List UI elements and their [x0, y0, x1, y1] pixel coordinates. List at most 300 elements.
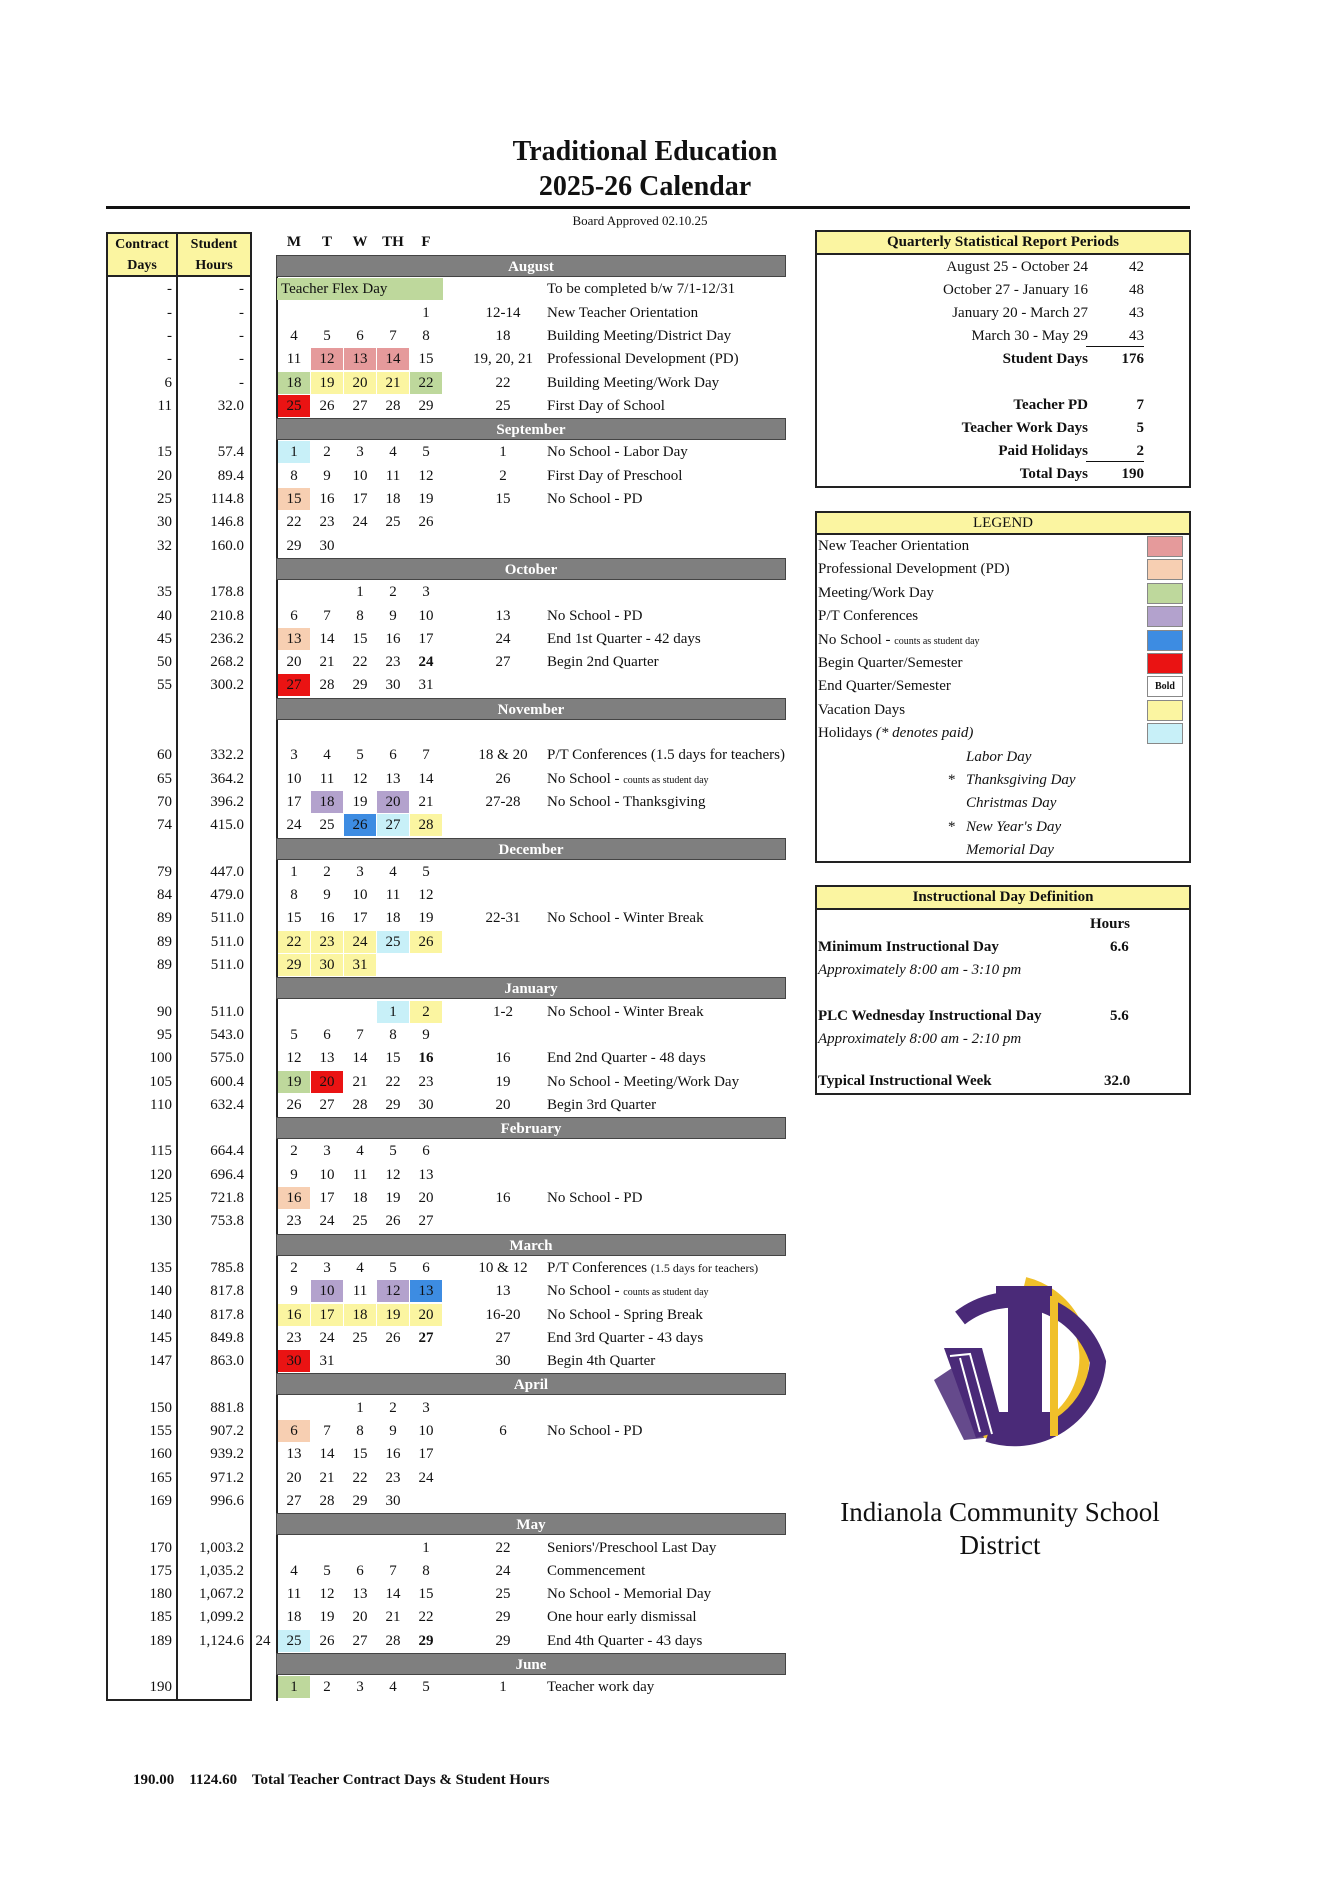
day-cell: 19 [352, 794, 368, 810]
contract-days-value: 190 [149, 1679, 172, 1695]
day-cell: 9 [323, 468, 331, 484]
day-cell: 6 [356, 328, 364, 344]
event-date: 27 [495, 1330, 511, 1346]
day-cell: 29 [385, 1097, 401, 1113]
day-cell: 23 [385, 1470, 401, 1486]
student-hours-value: 1,035.2 [199, 1563, 244, 1579]
day-cell: 10 [418, 1423, 434, 1439]
day-cell: 10 [311, 1280, 343, 1302]
event-description [547, 1606, 697, 1629]
student-hours-value: 664.4 [210, 1143, 244, 1159]
event-text: Building Meeting/Work Day [547, 375, 720, 391]
day-cell: 15 [286, 910, 302, 926]
day-cell: 24 [286, 817, 302, 833]
district-name: Indianola Community School District [840, 1497, 1160, 1560]
day-cell: 19 [319, 1609, 335, 1625]
quarterly-row-label: October 27 - January 16 [943, 282, 1088, 298]
day-cell: 7 [323, 608, 331, 624]
contract-days-value: 145 [149, 1330, 172, 1346]
event-text: Commencement [547, 1563, 646, 1579]
contract-days-value: 50 [157, 654, 172, 670]
quarterly-row-label: Total Days [1019, 466, 1088, 482]
quarterly-row-label: Teacher Work Days [961, 420, 1088, 436]
day-cell: 20 [352, 1609, 368, 1625]
day-cell: 18 [385, 491, 401, 507]
legend-item-label [818, 699, 905, 722]
event-description [547, 1001, 704, 1024]
legend-item-label [818, 558, 1010, 581]
quarterly-row-value: 2 [1086, 440, 1144, 462]
day-cell: 31 [319, 1353, 335, 1369]
month-header: April [276, 1373, 786, 1395]
event-description [547, 1583, 711, 1606]
event-description [547, 651, 659, 674]
day-cell: 30 [319, 538, 335, 554]
month-header: November [276, 698, 786, 720]
day-cell: 6 [389, 747, 397, 763]
day-cell: 12 [311, 348, 343, 370]
day-cell: 7 [356, 1027, 364, 1043]
title-rule [106, 206, 1190, 209]
day-cell: 4 [356, 1143, 364, 1159]
day-cell: 21 [377, 372, 409, 394]
student-hours-value: 57.4 [217, 444, 244, 460]
day-cell: 26 [418, 514, 434, 530]
student-hours-value: 785.8 [210, 1260, 244, 1276]
day-cell: 13 [344, 348, 376, 370]
event-date: 2 [499, 468, 507, 484]
day-cell: 11 [352, 1283, 368, 1299]
day-cell: 19 [278, 1071, 310, 1093]
event-description [547, 278, 735, 301]
contract-days-value: 150 [149, 1400, 172, 1416]
day-cell: 13 [352, 1586, 368, 1602]
day-cell: 1 [290, 864, 298, 880]
day-cell: 27 [418, 1330, 434, 1346]
day-cell: 2 [290, 1143, 298, 1159]
day-cell: 13 [410, 1280, 442, 1302]
instructional-day-box [815, 885, 1191, 1095]
contract-days-value: 147 [149, 1353, 172, 1369]
day-cell: 25 [352, 1213, 368, 1229]
student-hours-value: 817.8 [210, 1307, 244, 1323]
day-cell: 5 [422, 864, 430, 880]
day-cell: 17 [352, 491, 368, 507]
event-description [547, 1350, 655, 1373]
quarterly-row-value: 48 [1129, 282, 1144, 298]
event-description [547, 441, 688, 464]
day-cell: 9 [290, 1167, 298, 1183]
event-description [547, 1327, 703, 1350]
day-cell: 21 [352, 1074, 368, 1090]
day-cell: 26 [319, 1633, 335, 1649]
event-description [547, 1420, 642, 1443]
contract-days-value: 95 [157, 1027, 172, 1043]
event-description [547, 372, 719, 395]
day-cell: 3 [356, 1679, 364, 1695]
dow-header-t: T [321, 234, 332, 250]
day-cell: 15 [278, 488, 310, 510]
event-text: No School - Winter Break [547, 1004, 704, 1020]
day-cell: 15 [385, 1050, 401, 1066]
plc-day-time: Approximately 8:00 am - 2:10 pm [818, 1031, 1022, 1047]
contract-days-value: 180 [149, 1586, 172, 1602]
legend-item-label [818, 722, 973, 745]
day-cell: 15 [352, 1446, 368, 1462]
student-hours-value: 236.2 [210, 631, 244, 647]
day-cell: 27 [319, 1097, 335, 1113]
day-cell: 3 [422, 584, 430, 600]
month-header: August [276, 255, 786, 277]
contract-days-value: 115 [150, 1143, 172, 1159]
contract-days-value: 165 [149, 1470, 172, 1486]
event-date: 19 [495, 1074, 511, 1090]
month-header: June [276, 1653, 786, 1675]
day-cell: 17 [418, 1446, 434, 1462]
month-header: December [276, 838, 786, 860]
student-hours-value: 210.8 [210, 608, 244, 624]
calendar-week-row [0, 1094, 1320, 1117]
event-text: P/T Conferences [547, 1260, 651, 1276]
day-cell: 1 [356, 1400, 364, 1416]
day-cell: 29 [418, 398, 434, 414]
quarterly-row-value [1100, 371, 1144, 394]
board-approved-note: Board Approved 02.10.25 [572, 213, 708, 228]
event-description [547, 325, 731, 348]
day-cell: 21 [385, 1609, 401, 1625]
contract-days-value: 32 [157, 538, 172, 554]
day-cell: 13 [286, 1446, 302, 1462]
day-cell: 11 [286, 351, 302, 367]
total-days: 190.00 [133, 1772, 175, 1788]
min-day-time: Approximately 8:00 am - 3:10 pm [818, 962, 1022, 978]
day-cell: 28 [319, 1493, 335, 1509]
day-cell: 22 [278, 931, 310, 953]
event-date: 26 [495, 771, 511, 787]
day-cell: 22 [418, 1609, 434, 1625]
day-cell: 27 [377, 814, 409, 836]
legend-item-label [818, 629, 980, 652]
dow-header-f: F [421, 234, 431, 250]
event-text: No School - PD [547, 1190, 643, 1206]
legend-swatch [1147, 723, 1183, 744]
day-cell: 3 [422, 1400, 430, 1416]
day-cell: 24 [319, 1213, 335, 1229]
event-description [547, 605, 642, 628]
day-cell: 25 [352, 1330, 368, 1346]
day-cell: 16 [278, 1304, 310, 1326]
event-text: No School - Meeting/Work Day [547, 1074, 740, 1090]
day-cell: 20 [377, 791, 409, 813]
day-cell: 4 [389, 444, 397, 460]
student-hours-value: - [239, 351, 244, 367]
quarterly-row-label: Paid Holidays [998, 443, 1088, 459]
quarterly-row-value: 43 [1129, 305, 1144, 321]
contract-days-value: 185 [149, 1609, 172, 1625]
day-cell: 9 [389, 608, 397, 624]
event-description [547, 744, 785, 767]
day-cell: 1 [422, 305, 430, 321]
event-text: End 2nd Quarter - 48 days [547, 1050, 706, 1066]
day-cell: 6 [356, 1563, 364, 1579]
day-cell: 5 [356, 747, 364, 763]
day-cell: 16 [319, 910, 335, 926]
day-cell: 12 [286, 1050, 302, 1066]
day-cell: 19 [311, 372, 343, 394]
quarterly-row-value: 5 [1136, 420, 1144, 436]
day-cell: 17 [286, 794, 302, 810]
event-text: P/T Conferences (1.5 days for teachers) [547, 747, 785, 763]
day-cell: 29 [286, 538, 302, 554]
legend-item-note: (* denotes paid) [875, 725, 974, 741]
event-text: To be completed b/w 7/1-12/31 [547, 281, 736, 297]
student-hours-value: 849.8 [210, 1330, 244, 1346]
event-description [547, 395, 665, 418]
dow-header-m: M [286, 234, 302, 250]
day-cell: 23 [286, 1213, 302, 1229]
legend-item-label [818, 652, 963, 675]
event-text: No School - [547, 1283, 624, 1299]
day-cell: 27 [418, 1213, 434, 1229]
day-cell: 3 [356, 444, 364, 460]
holiday-star: * [948, 819, 956, 835]
event-text: Begin 4th Quarter [547, 1353, 656, 1369]
event-description [547, 348, 739, 371]
calendar-week-row [0, 1280, 1320, 1303]
event-date: 27-28 [485, 794, 521, 810]
event-description [547, 907, 704, 930]
day-cell: 6 [290, 608, 298, 624]
day-cell: 5 [389, 1260, 397, 1276]
day-cell: 14 [385, 1586, 401, 1602]
contract-days-value: 11 [157, 398, 172, 414]
day-cell: 12 [377, 1280, 409, 1302]
student-hours-value: 817.8 [210, 1283, 244, 1299]
event-note: (1.5 days for teachers) [650, 1261, 759, 1275]
day-cell: 28 [410, 814, 442, 836]
event-date: 13 [495, 608, 511, 624]
event-text: No School - Labor Day [547, 444, 688, 460]
event-text: Professional Development (PD) [547, 351, 739, 367]
student-hours-value: 146.8 [210, 514, 244, 530]
day-cell: 23 [311, 931, 343, 953]
quarterly-row-label: January 20 - March 27 [952, 305, 1088, 321]
calendar-week-row [0, 1350, 1320, 1373]
event-description [547, 1071, 739, 1094]
day-cell: 5 [290, 1027, 298, 1043]
legend-item-text: Begin Quarter/Semester [818, 655, 963, 671]
day-cell: 31 [418, 677, 434, 693]
day-cell: 2 [323, 864, 331, 880]
event-description [547, 1304, 703, 1327]
calendar-week-row [0, 1630, 1320, 1653]
event-date: 16 [495, 1050, 511, 1066]
day-cell: 6 [422, 1260, 430, 1276]
student-hours-value: 32.0 [217, 398, 244, 414]
holiday-name: Christmas Day [966, 795, 1057, 811]
day-cell: 1 [356, 584, 364, 600]
event-text: First Day of Preschool [547, 468, 683, 484]
day-cell: 25 [377, 931, 409, 953]
day-cell: 21 [319, 1470, 335, 1486]
day-cell: 12 [385, 1167, 401, 1183]
event-description [547, 1560, 645, 1583]
day-cell: 17 [418, 631, 434, 647]
event-description [547, 1257, 758, 1280]
contract-days-value: 110 [150, 1097, 172, 1113]
day-cell: 1 [377, 1001, 409, 1023]
student-hours-value: 511.0 [210, 910, 244, 926]
student-hours-value: 300.2 [210, 677, 244, 693]
day-cell: 26 [286, 1097, 302, 1113]
contract-days-value: 170 [149, 1540, 172, 1556]
day-cell: 23 [385, 654, 401, 670]
event-text: No School - Spring Break [547, 1307, 703, 1323]
day-cell: 10 [319, 1167, 335, 1183]
day-cell: 21 [418, 794, 434, 810]
day-cell: 8 [290, 468, 298, 484]
day-cell: 6 [323, 1027, 331, 1043]
day-cell: 2 [323, 1679, 331, 1695]
totals-footer [133, 1772, 549, 1789]
calendar-week-row [0, 1583, 1320, 1606]
min-day-value: 6.6 [1110, 939, 1129, 955]
day-cell: 22 [410, 372, 442, 394]
day-cell: 30 [418, 1097, 434, 1113]
event-date: 16-20 [485, 1307, 521, 1323]
student-hours-value: 907.2 [210, 1423, 244, 1439]
day-cell: 16 [319, 491, 335, 507]
calendar-week-row [0, 1187, 1320, 1210]
event-date: 25 [495, 398, 511, 414]
day-cell: 19 [385, 1190, 401, 1206]
event-date: 15 [495, 491, 511, 507]
month-header: May [276, 1513, 786, 1535]
total-hours: 1124.60 [189, 1772, 238, 1788]
day-cell: 8 [356, 1423, 364, 1439]
day-cell: 14 [352, 1050, 368, 1066]
quarterly-row-value: 190 [1121, 466, 1144, 482]
event-date: 12-14 [485, 305, 521, 321]
month-header: October [276, 558, 786, 580]
event-text: Seniors'/Preschool Last Day [547, 1540, 717, 1556]
student-hours-value: 1,003.2 [199, 1540, 244, 1556]
event-text: No School - PD [547, 1423, 643, 1439]
day-cell: 17 [311, 1304, 343, 1326]
contract-days-value: 105 [149, 1074, 172, 1090]
day-cell: 3 [290, 747, 298, 763]
event-description [547, 1537, 716, 1560]
contract-days-value: 89 [157, 910, 172, 926]
day-cell: 20 [286, 1470, 302, 1486]
contract-days-value: 70 [157, 794, 172, 810]
student-hours-value: 268.2 [210, 654, 244, 670]
legend-item-label [818, 582, 934, 605]
event-date: 20 [495, 1097, 511, 1113]
contract-days-value: - [167, 328, 172, 344]
event-date: 1 [499, 444, 507, 460]
contract-days-value: - [167, 281, 172, 297]
event-date: 22-31 [485, 910, 521, 926]
event-date: 27 [495, 654, 511, 670]
event-note: counts as student day [623, 1287, 709, 1298]
event-date: 19, 20, 21 [473, 351, 533, 367]
event-description [547, 628, 701, 651]
district-logo-icon [900, 1262, 1120, 1462]
legend-swatch: Bold [1147, 676, 1183, 697]
student-hours-value: 479.0 [210, 887, 244, 903]
day-cell: 1 [422, 1540, 430, 1556]
day-cell: 28 [352, 1097, 368, 1113]
event-date: 24 [495, 1563, 511, 1579]
calendar-week-row [0, 1327, 1320, 1350]
student-hours-value: 178.8 [210, 584, 244, 600]
instructional-day-title: Instructional Day Definition [815, 885, 1191, 910]
day-cell: 6 [278, 1420, 310, 1442]
day-cell: 16 [418, 1050, 434, 1066]
event-description [547, 768, 709, 792]
day-cell: 13 [385, 771, 401, 787]
contract-days-value: 100 [149, 1050, 172, 1066]
quarterly-row-value: 7 [1136, 397, 1144, 413]
event-date: 22 [495, 1540, 511, 1556]
contract-days-value: 140 [149, 1307, 172, 1323]
event-text: End 3rd Quarter - 43 days [547, 1330, 704, 1346]
event-date: 16 [495, 1190, 511, 1206]
student-hours-value: 89.4 [217, 468, 244, 484]
student-hours-value: 753.8 [210, 1213, 244, 1229]
day-cell: 4 [389, 1679, 397, 1695]
day-cell: 8 [356, 608, 364, 624]
day-cell: 16 [278, 1187, 310, 1209]
legend-item-label [818, 675, 951, 698]
event-date: 29 [495, 1609, 511, 1625]
day-cell: 5 [323, 328, 331, 344]
day-cell: 4 [290, 328, 298, 344]
event-description [547, 1094, 656, 1117]
day-cell: 4 [356, 1260, 364, 1276]
legend-item-label [818, 605, 918, 628]
calendar-week-row [0, 1420, 1320, 1443]
student-hours-value: 511.0 [210, 1004, 244, 1020]
day-cell: 5 [323, 1563, 331, 1579]
legend-swatch [1147, 559, 1183, 580]
calendar-week-row [0, 1257, 1320, 1280]
day-cell: 18 [286, 1609, 302, 1625]
day-cell: 28 [385, 1633, 401, 1649]
student-hours-value: 415.0 [210, 817, 244, 833]
legend-swatch [1147, 653, 1183, 674]
event-description [547, 302, 698, 325]
event-text: No School - PD [547, 491, 643, 507]
event-description [547, 791, 705, 814]
day-cell: 30 [311, 954, 343, 976]
event-description [547, 1047, 706, 1070]
day-cell: 2 [389, 584, 397, 600]
day-cell: 22 [352, 1470, 368, 1486]
calendar-week-row [0, 488, 1320, 511]
day-cell: 8 [422, 1563, 430, 1579]
day-cell: 15 [418, 351, 434, 367]
contract-days-value: 175 [149, 1563, 172, 1579]
contract-days-value: - [167, 305, 172, 321]
student-hours-value: 971.2 [210, 1470, 244, 1486]
day-cell: 14 [377, 348, 409, 370]
event-text: No School - Memorial Day [547, 1586, 712, 1602]
day-cell: 7 [422, 747, 430, 763]
contract-days-value: 155 [149, 1423, 172, 1439]
day-cell: 25 [319, 817, 335, 833]
